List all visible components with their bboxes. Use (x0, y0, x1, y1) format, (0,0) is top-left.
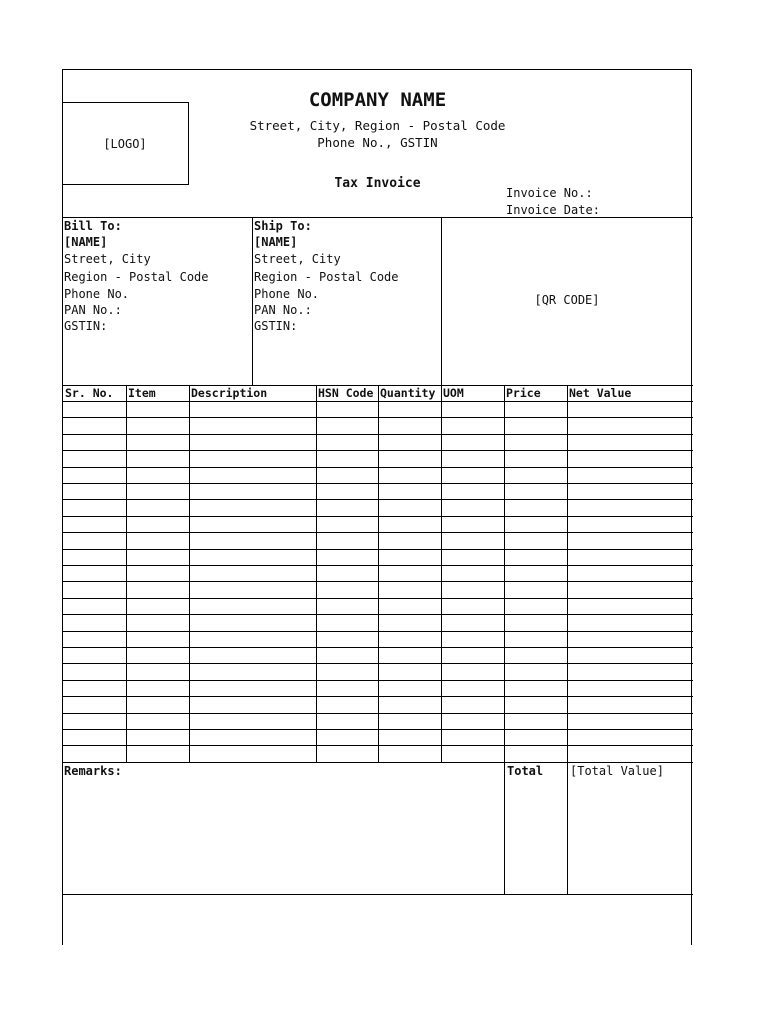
company-name: COMPANY NAME (308, 89, 447, 111)
column-header-price: Price (506, 386, 541, 400)
ship-to-gstin: GSTIN: (254, 319, 298, 333)
ship-to-street: Street, City (254, 252, 341, 266)
bill-to-name: [NAME] (64, 235, 108, 249)
total-value: [Total Value] (570, 764, 664, 778)
logo-text: [LOGO] (103, 136, 147, 151)
invoice-sheet (62, 69, 692, 945)
bill-to-street: Street, City (64, 252, 151, 266)
total-value-divider (567, 763, 568, 895)
bill-to-title: Bill To: (64, 219, 122, 233)
table-column-line (441, 385, 442, 762)
bill-to-gstin: GSTIN: (64, 319, 108, 333)
logo-placeholder (62, 102, 189, 185)
table-column-line (504, 385, 505, 762)
ship-to-name: [NAME] (254, 235, 298, 249)
table-column-line (567, 385, 568, 762)
remarks-label: Remarks: (64, 764, 122, 778)
column-header-quantity: Quantity (380, 386, 436, 400)
header-divider (62, 217, 693, 218)
column-header-sr-no: Sr. No. (65, 386, 114, 400)
address-divider-1 (252, 217, 253, 385)
column-header-uom: UOM (443, 386, 464, 400)
ship-to-title: Ship To: (254, 219, 312, 233)
ship-to-phone: Phone No. (254, 287, 320, 301)
column-header-net-value: Net Value (569, 386, 632, 400)
document-title: Tax Invoice (334, 176, 421, 191)
company-contact: Phone No., GSTIN (317, 135, 438, 150)
table-column-line (189, 385, 190, 762)
table-column-line (126, 385, 127, 762)
qr-code-placeholder: [QR CODE] (534, 293, 600, 307)
table-column-line (316, 385, 317, 762)
bill-to-phone: Phone No. (64, 287, 130, 301)
bill-to-pan: PAN No.: (64, 303, 122, 317)
column-header-description: Description (191, 386, 268, 400)
footer-divider (62, 894, 693, 895)
invoice-no-label: Invoice No.: (506, 186, 593, 200)
ship-to-pan: PAN No.: (254, 303, 312, 317)
invoice-date-label: Invoice Date: (506, 203, 600, 217)
total-label: Total (507, 764, 544, 778)
ship-to-region: Region - Postal Code (254, 270, 399, 284)
table-column-line (378, 385, 379, 762)
bill-to-region: Region - Postal Code (64, 270, 209, 284)
column-header-hsn-code: HSN Code (318, 386, 374, 400)
total-label-divider (504, 763, 505, 895)
company-address: Street, City, Region - Postal Code (249, 118, 506, 133)
column-header-item: Item (128, 386, 156, 400)
